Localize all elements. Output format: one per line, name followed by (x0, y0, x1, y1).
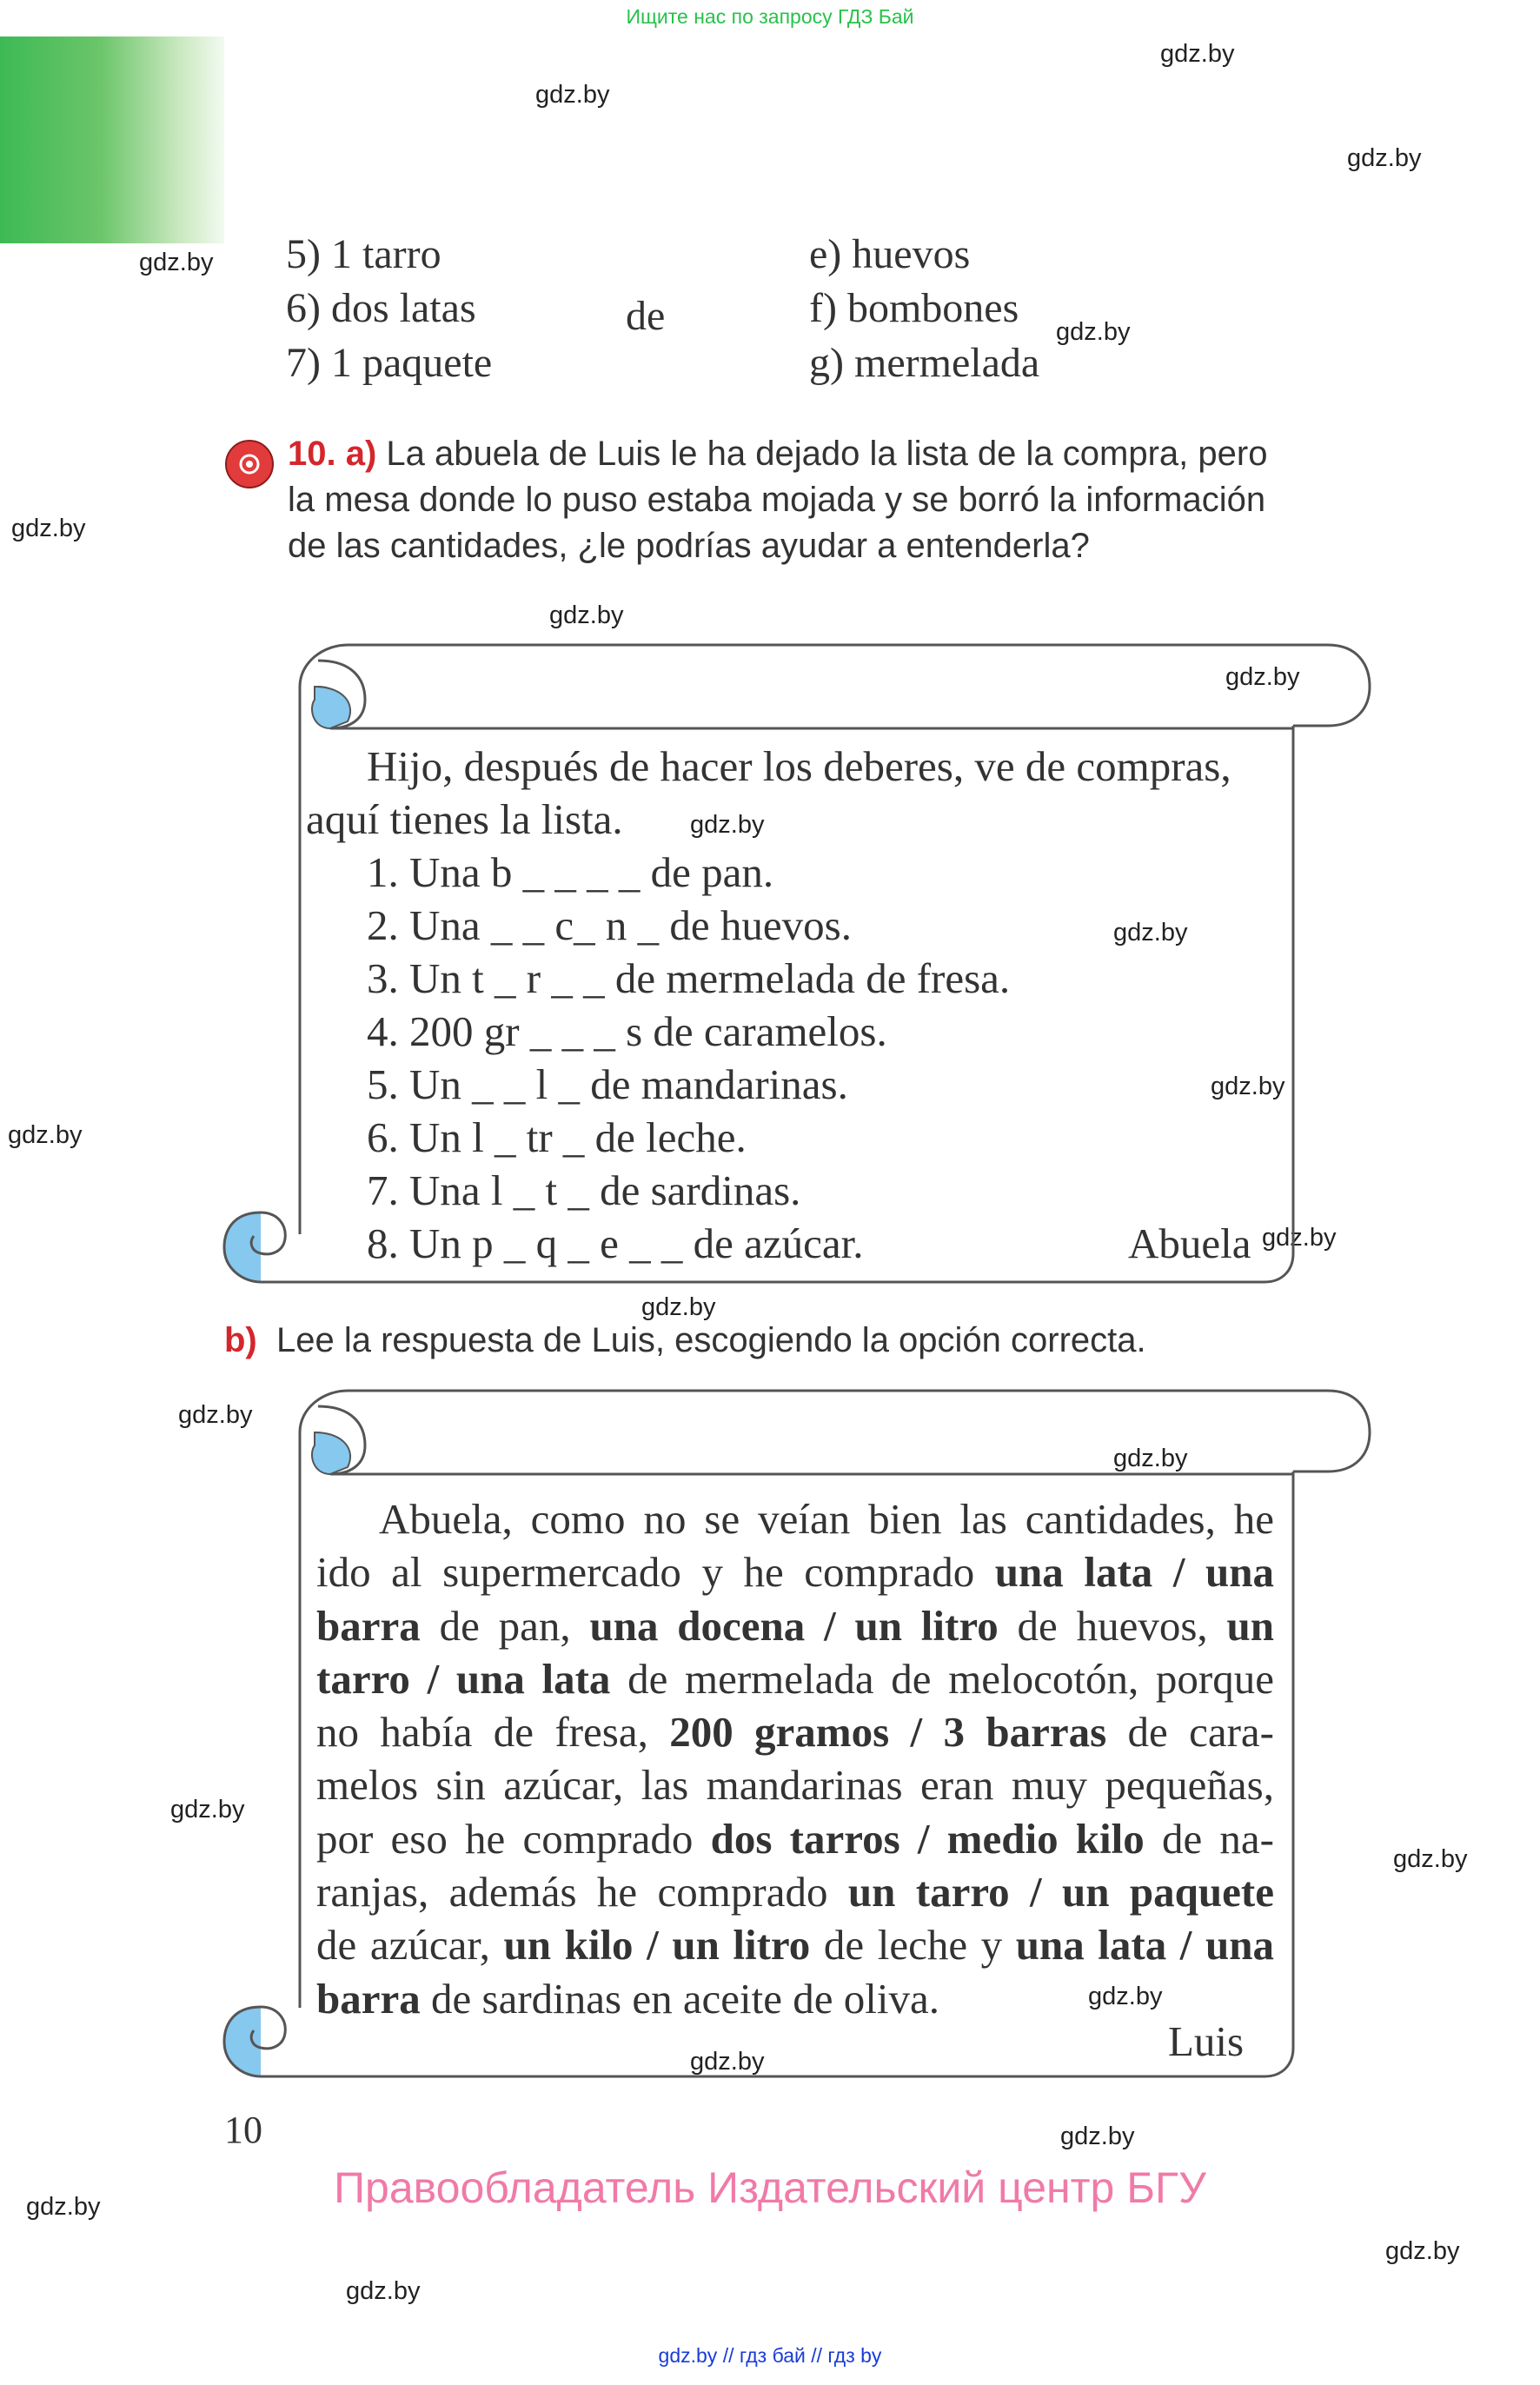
list-item: 8. Un p _ q _ e _ _ de azúcar. (367, 1219, 864, 1267)
letter-b-line: no había de fresa, 200 gramos / 3 barras de cara- (316, 1708, 1274, 1757)
answer-option[interactable]: 200 gramos / 3 barras (669, 1708, 1107, 1757)
answer-option[interactable]: barra (316, 1974, 421, 2023)
page-number: 10 (224, 2109, 262, 2151)
list-item: 6. Un l _ tr _ de leche. (367, 1113, 747, 1161)
list-item: 5. Un _ _ l _ de mandarinas. (367, 1060, 848, 1108)
watermark: gdz.by (1385, 2237, 1460, 2265)
watermark: gdz.by (549, 601, 624, 629)
letter-b-line: ranjas, además he comprado un tarro / un paquete (316, 1868, 1275, 1917)
watermark: gdz.by (1347, 144, 1422, 172)
letter-a-intro: aquí tienes la lista. (306, 795, 623, 843)
task-a-line: de las cantidades, ¿le podrías ayudar a entenderla? (288, 527, 1090, 565)
exercise-row-left: 7) 1 paquete (286, 340, 493, 386)
watermark: gdz.by (690, 811, 765, 839)
watermark: gdz.by (26, 2193, 101, 2221)
watermark: gdz.by (1088, 1983, 1163, 2010)
letter-b-line: de azúcar, un kilo / un litro de leche y una lata / una (316, 1921, 1274, 1970)
list-item: 4. 200 gr _ _ _ s de caramelos. (367, 1007, 887, 1055)
watermark: gdz.by (11, 515, 86, 542)
watermark: gdz.by (1060, 2123, 1135, 2150)
answer-option[interactable]: un (1226, 1601, 1274, 1650)
answer-option[interactable]: una lata / una (994, 1548, 1274, 1597)
list-item: 1. Una b _ _ _ _ de pan. (367, 848, 774, 896)
answer-option[interactable]: tarro / una lata (316, 1654, 611, 1703)
watermark: gdz.by (178, 1401, 253, 1429)
watermark: gdz.by (139, 249, 214, 276)
watermark: gdz.by (1113, 919, 1188, 947)
task-b-text: Lee la respuesta de Luis, escogiendo la opción correcta. (276, 1321, 1146, 1359)
watermark: gdz.by (641, 1293, 716, 1321)
copyright-notice: Правообладатель Издательский центр БГУ (334, 2163, 1206, 2212)
letter-b-signature: Luis (1168, 2017, 1245, 2065)
letter-b-line: barra de sardinas en aceite de oliva. (316, 1974, 940, 2023)
list-item: 2. Una _ _ c_ n _ de huevos. (367, 901, 852, 949)
letter-a-signature: Abuela (1128, 1219, 1251, 1267)
watermark: gdz.by (1211, 1073, 1285, 1100)
letter-a-intro: Hijo, después de hacer los deberes, ve de compras, (367, 742, 1231, 790)
watermark: gdz.by (170, 1796, 245, 1824)
answer-option[interactable]: una lata / una (1015, 1921, 1274, 1970)
answer-option[interactable]: dos tarros / medio kilo (710, 1814, 1145, 1863)
watermark: gdz.by (1225, 663, 1300, 691)
exercise-row-left: 5) 1 tarro (286, 231, 441, 277)
list-item: 7. Una l _ t _ de sardinas. (367, 1166, 801, 1214)
watermark: gdz.by (346, 2277, 421, 2305)
task-a-line: La abuela de Luis le ha dejado la lista de la compra, pero (386, 435, 1268, 473)
letter-b-line: melos sin azúcar, las mandarinas eran muy pequeñas, (316, 1761, 1274, 1810)
footer-links[interactable]: gdz.by // гдз бай // гдз by (658, 2344, 882, 2367)
watermark: gdz.by (8, 1121, 83, 1149)
watermark: gdz.by (1113, 1445, 1188, 1472)
watermark: gdz.by (1160, 40, 1235, 68)
exercise-row-right: e) huevos (809, 231, 971, 277)
exercise-row-right: f) bombones (809, 285, 1019, 331)
letter-b-line: ido al supermercado y he comprado una lata / una (316, 1548, 1274, 1597)
answer-option[interactable]: un tarro / un paquete (847, 1868, 1275, 1917)
letter-b-body (316, 1492, 1274, 2025)
answer-option[interactable]: barra (316, 1601, 421, 1650)
task-a-line: la mesa donde lo puso estaba mojada y se borró la información (288, 481, 1266, 519)
list-item: 3. Un t _ r _ _ de mermelada de fresa. (367, 954, 1011, 1002)
answer-option[interactable]: una docena / un litro (589, 1601, 999, 1650)
task-a-number: 10. a) (288, 435, 377, 473)
answer-option[interactable]: un kilo / un litro (503, 1921, 811, 1970)
watermark: gdz.by (1393, 1845, 1468, 1873)
exercise-row-left: 6) dos latas (286, 285, 476, 331)
watermark: gdz.by (535, 81, 610, 109)
letter-b-line: tarro / una lata de mermelada de melocotón, porque (316, 1654, 1274, 1703)
top-banner[interactable]: Ищите нас по запросу ГДЗ Бай (626, 5, 914, 28)
exercise-row-right: g) mermelada (809, 340, 1040, 386)
watermark: gdz.by (1056, 318, 1131, 346)
task-b-number: b) (224, 1321, 257, 1359)
letter-b-line: Abuela, como no se veían bien las cantidades, he (379, 1495, 1274, 1543)
exercise-connector: de (626, 293, 666, 339)
watermark: gdz.by (1262, 1224, 1337, 1252)
letter-b-line: por eso he comprado dos tarros / medio kilo de na- (316, 1814, 1274, 1863)
letter-b-line: barra de pan, una docena / un litro de huevos, un (316, 1601, 1274, 1650)
watermark: gdz.by (690, 2048, 765, 2076)
